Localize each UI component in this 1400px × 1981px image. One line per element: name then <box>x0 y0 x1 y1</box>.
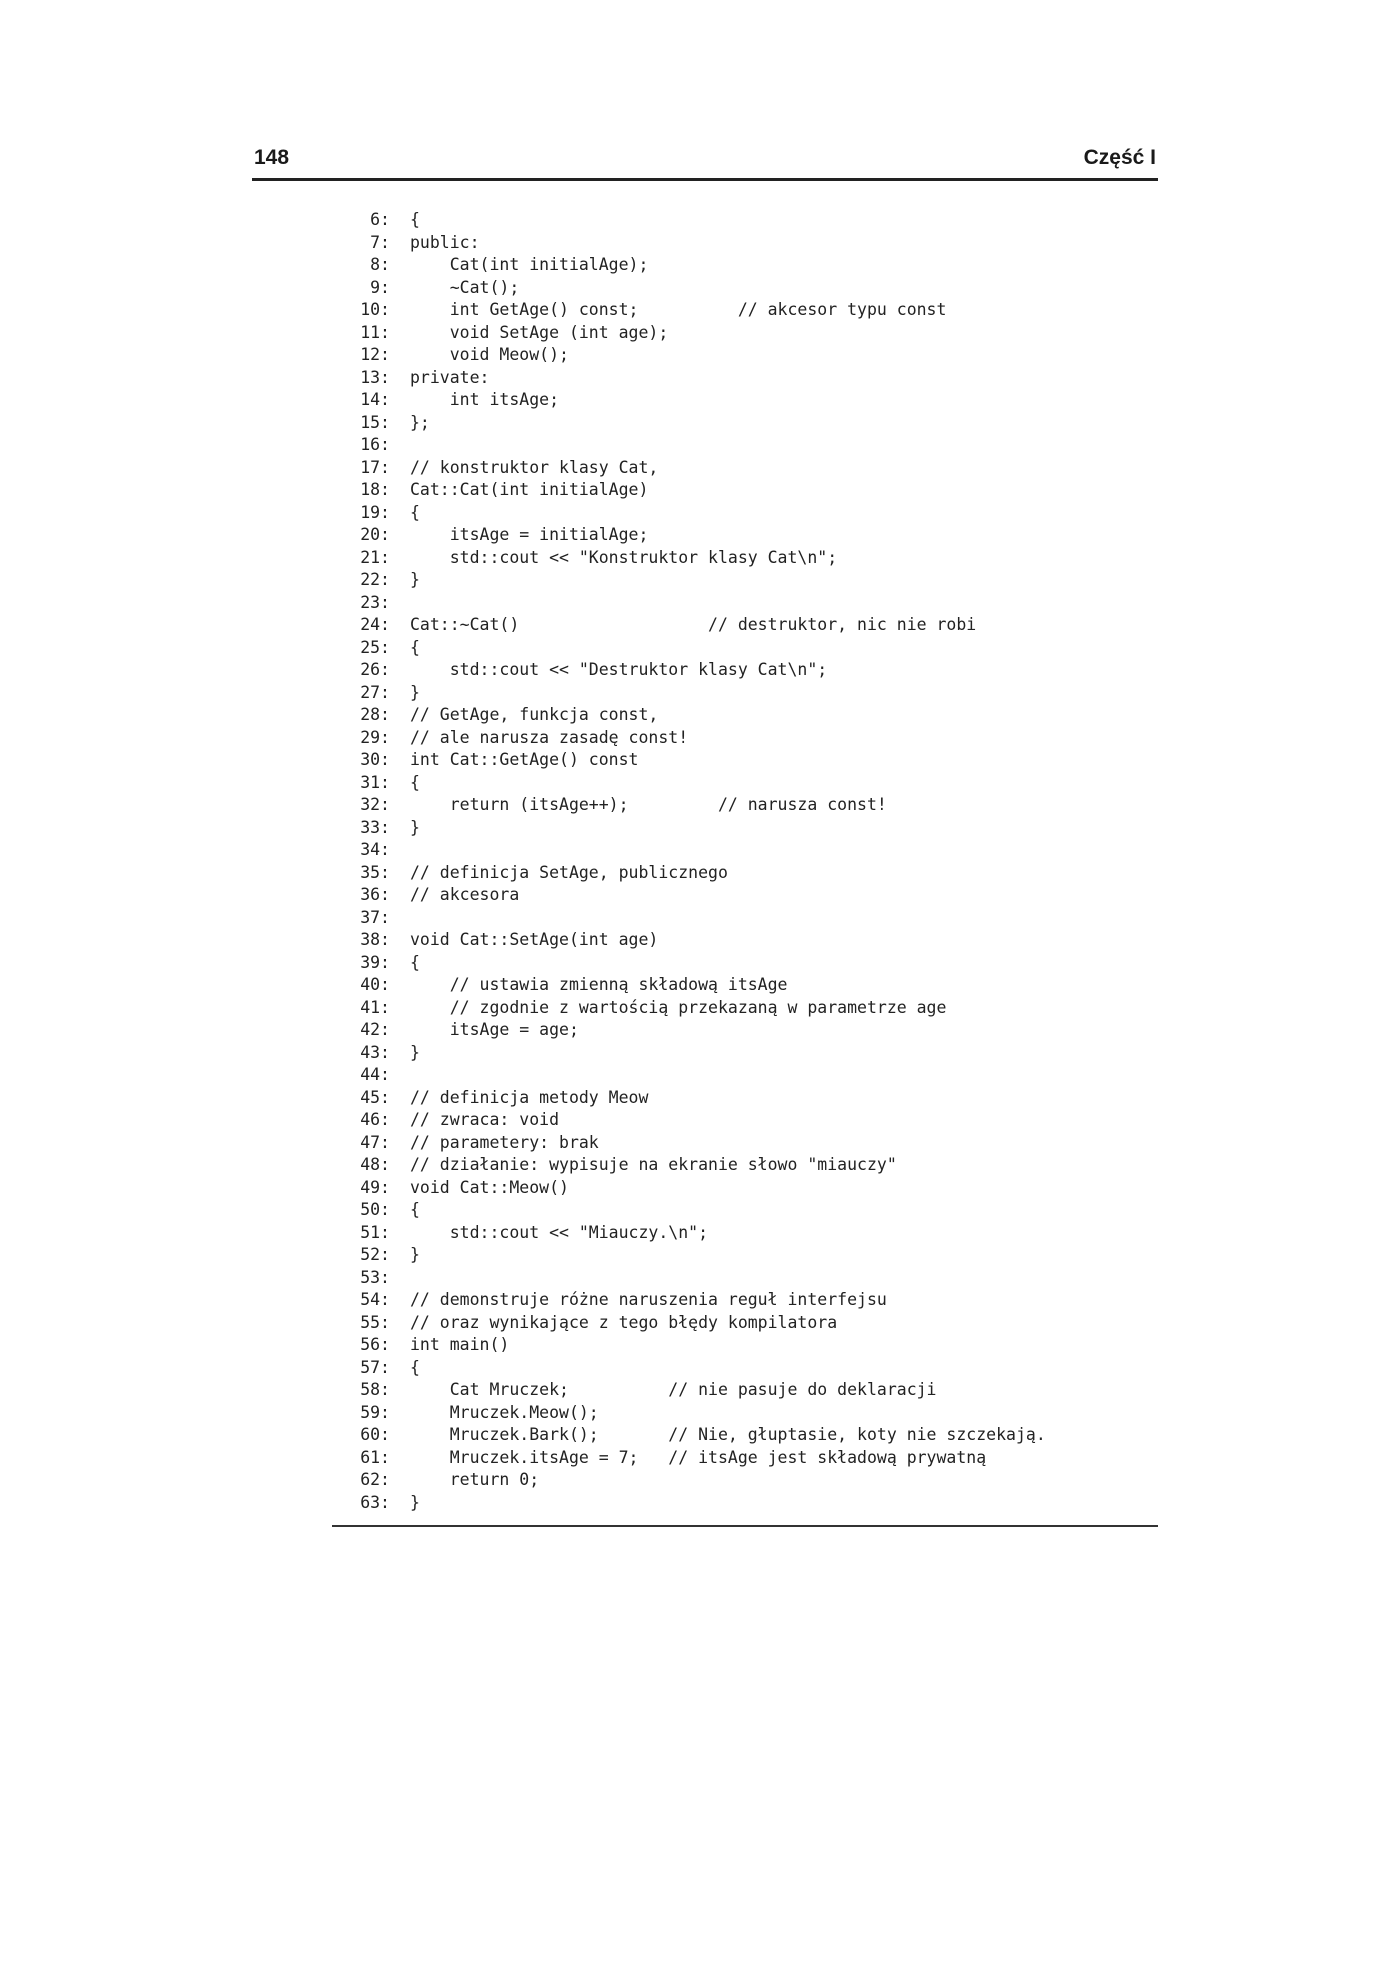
code-text: } <box>410 1245 420 1264</box>
line-number: 37: <box>360 907 390 927</box>
code-line <box>330 1492 1160 1515</box>
line-number: 63: <box>360 1492 390 1512</box>
line-number: 6: <box>370 210 390 229</box>
code-line <box>330 637 1160 660</box>
code-line <box>330 1222 1160 1245</box>
line-number: 33: <box>360 817 390 837</box>
code-text: int itsAge; <box>410 390 560 409</box>
line-number: 36: <box>360 885 390 904</box>
line-number: 45: <box>360 1087 390 1107</box>
line-number: 51: <box>360 1222 390 1242</box>
code-text: // zwraca: void <box>410 1110 560 1129</box>
code-line <box>330 794 1160 817</box>
line-number: 34: <box>360 840 390 859</box>
line-number: 38: <box>360 930 390 949</box>
code-text: int main() <box>410 1335 510 1354</box>
code-text: Cat::Cat(int initialAge) <box>410 480 649 499</box>
code-text: // GetAge, funkcja const, <box>410 705 659 724</box>
code-text: int GetAge() const; // akcesor typu const <box>410 300 947 319</box>
code-text <box>390 592 410 615</box>
line-number: 32: <box>360 795 390 814</box>
line-number: 16: <box>360 435 390 454</box>
line-number: 8: <box>370 255 390 274</box>
code-text: } <box>410 682 420 702</box>
code-text <box>390 434 410 457</box>
code-line <box>330 209 1160 232</box>
line-number: 18: <box>360 480 390 499</box>
code-line <box>330 862 1160 885</box>
code-text: itsAge = age; <box>410 1020 579 1039</box>
line-number: 56: <box>360 1335 390 1354</box>
code-line <box>330 727 1160 750</box>
code-line <box>330 1132 1160 1155</box>
code-text: Mruczek.itsAge = 7; // itsAge jest składową prywatną <box>410 1447 987 1467</box>
line-number: 20: <box>360 525 390 544</box>
code-line <box>330 929 1160 952</box>
code-line <box>330 277 1160 300</box>
line-number: 28: <box>360 705 390 724</box>
listing-bottom-rule <box>332 1525 1158 1527</box>
code-text: int Cat::GetAge() const <box>410 750 639 769</box>
line-number: 47: <box>360 1132 390 1152</box>
code-text: public: <box>410 232 480 252</box>
code-text: } <box>410 1492 420 1512</box>
line-number: 29: <box>360 727 390 747</box>
code-text: // definicja SetAge, publicznego <box>410 862 728 882</box>
line-number: 11: <box>360 322 390 342</box>
code-text: private: <box>410 367 490 387</box>
code-text: // akcesora <box>410 885 520 904</box>
line-number: 44: <box>360 1065 390 1084</box>
code-line <box>330 1042 1160 1065</box>
code-line <box>330 1402 1160 1425</box>
line-number: 24: <box>360 615 390 634</box>
code-line <box>330 367 1160 390</box>
code-line <box>330 884 1160 907</box>
code-line <box>330 974 1160 997</box>
code-line <box>330 1357 1160 1380</box>
code-line <box>330 547 1160 570</box>
code-line <box>330 457 1160 480</box>
line-number: 19: <box>360 502 390 522</box>
code-line <box>330 299 1160 322</box>
code-text <box>390 907 410 930</box>
code-line <box>330 1469 1160 1492</box>
code-line <box>330 322 1160 345</box>
code-line <box>330 1289 1160 1312</box>
code-line <box>330 344 1160 367</box>
line-number: 40: <box>360 975 390 994</box>
code-line <box>330 1424 1160 1447</box>
code-text: std::cout << "Konstruktor klasy Cat\n"; <box>410 547 838 567</box>
code-line <box>330 907 1160 930</box>
code-text: Mruczek.Meow(); <box>410 1402 599 1422</box>
code-text: std::cout << "Destruktor klasy Cat\n"; <box>410 660 828 679</box>
code-line <box>330 232 1160 255</box>
line-number: 26: <box>360 660 390 679</box>
code-text: std::cout << "Miauczy.\n"; <box>410 1222 709 1242</box>
line-number: 57: <box>360 1357 390 1377</box>
code-text: { <box>410 952 420 972</box>
line-number: 60: <box>360 1425 390 1444</box>
code-line <box>330 1312 1160 1335</box>
line-number: 30: <box>360 750 390 769</box>
code-text: Cat Mruczek; // nie pasuje do deklaracji <box>410 1380 937 1399</box>
code-line <box>330 592 1160 615</box>
code-line <box>330 614 1160 637</box>
line-number: 7: <box>370 232 390 252</box>
code-line <box>330 1109 1160 1132</box>
code-line <box>330 1064 1160 1087</box>
code-listing <box>330 209 1160 1514</box>
page-number: 148 <box>254 146 290 169</box>
code-line <box>330 1267 1160 1290</box>
line-number: 53: <box>360 1267 390 1287</box>
code-text: { <box>410 502 420 522</box>
line-number: 43: <box>360 1042 390 1062</box>
code-text: return 0; <box>410 1470 540 1489</box>
code-line <box>330 704 1160 727</box>
code-line <box>330 479 1160 502</box>
code-text: // oraz wynikające z tego błędy kompilatora <box>410 1312 838 1332</box>
code-text: // ustawia zmienną składową itsAge <box>410 975 788 994</box>
code-text: { <box>410 772 420 792</box>
code-line <box>330 434 1160 457</box>
line-number: 22: <box>360 570 390 589</box>
code-text: } <box>410 570 420 589</box>
code-line <box>330 389 1160 412</box>
line-number: 21: <box>360 547 390 567</box>
code-text: // zgodnie z wartością przekazaną w parametrze age <box>410 997 947 1017</box>
line-number: 25: <box>360 637 390 657</box>
code-line <box>330 1177 1160 1200</box>
code-text: { <box>410 1357 420 1377</box>
code-line <box>330 569 1160 592</box>
code-line <box>330 254 1160 277</box>
line-number: 46: <box>360 1110 390 1129</box>
code-text: { <box>410 210 420 229</box>
code-line <box>330 1334 1160 1357</box>
code-line <box>330 749 1160 772</box>
code-line <box>330 524 1160 547</box>
code-line <box>330 1379 1160 1402</box>
section-title: Część I <box>1083 146 1156 169</box>
code-line <box>330 1199 1160 1222</box>
code-text: // ale narusza zasadę const! <box>410 727 689 747</box>
line-number: 50: <box>360 1200 390 1219</box>
code-text: // konstruktor klasy Cat, <box>410 457 659 477</box>
code-line <box>330 659 1160 682</box>
code-text: { <box>410 1200 420 1219</box>
code-text <box>390 1267 410 1290</box>
code-line <box>330 502 1160 525</box>
line-number: 31: <box>360 772 390 792</box>
line-number: 17: <box>360 457 390 477</box>
line-number: 39: <box>360 952 390 972</box>
line-number: 42: <box>360 1020 390 1039</box>
line-number: 49: <box>360 1177 390 1197</box>
code-line <box>330 997 1160 1020</box>
code-line <box>330 1154 1160 1177</box>
line-number: 13: <box>360 367 390 387</box>
code-line <box>330 682 1160 705</box>
code-text: { <box>410 637 420 657</box>
code-text: void Cat::Meow() <box>410 1177 569 1197</box>
code-text: itsAge = initialAge; <box>410 525 649 544</box>
line-number: 55: <box>360 1312 390 1332</box>
code-text: void SetAge (int age); <box>410 322 669 342</box>
code-text: } <box>410 1042 420 1062</box>
line-number: 35: <box>360 862 390 882</box>
page-header <box>252 142 1158 181</box>
code-line <box>330 1244 1160 1267</box>
code-text: void Meow(); <box>410 345 569 364</box>
line-number: 62: <box>360 1470 390 1489</box>
code-text: Cat::~Cat() // destruktor, nic nie robi <box>410 615 977 634</box>
line-number: 41: <box>360 997 390 1017</box>
code-text <box>390 1064 410 1087</box>
line-number: 27: <box>360 682 390 702</box>
code-line <box>330 817 1160 840</box>
code-text <box>390 839 410 862</box>
line-number: 59: <box>360 1402 390 1422</box>
line-number: 23: <box>360 592 390 612</box>
code-text: void Cat::SetAge(int age) <box>410 930 659 949</box>
code-line <box>330 1447 1160 1470</box>
code-text: }; <box>410 412 430 432</box>
code-text: // działanie: wypisuje na ekranie słowo "miauczy" <box>410 1155 897 1174</box>
code-text: // definicja metody Meow <box>410 1087 649 1107</box>
line-number: 15: <box>360 412 390 432</box>
line-number: 54: <box>360 1290 390 1309</box>
code-text: // demonstruje różne naruszenia reguł interfejsu <box>410 1290 887 1309</box>
code-text: // parametery: brak <box>410 1132 599 1152</box>
line-number: 9: <box>370 277 390 297</box>
line-number: 10: <box>360 300 390 319</box>
line-number: 52: <box>360 1245 390 1264</box>
code-text: } <box>410 817 420 837</box>
code-line <box>330 952 1160 975</box>
line-number: 14: <box>360 390 390 409</box>
code-line <box>330 412 1160 435</box>
line-number: 48: <box>360 1155 390 1174</box>
code-text: Cat(int initialAge); <box>410 255 649 274</box>
line-number: 12: <box>360 345 390 364</box>
code-line <box>330 1019 1160 1042</box>
code-text: ~Cat(); <box>410 277 520 297</box>
code-line <box>330 839 1160 862</box>
code-text: return (itsAge++); // narusza const! <box>410 795 887 814</box>
code-line <box>330 772 1160 795</box>
code-line <box>330 1087 1160 1110</box>
line-number: 58: <box>360 1380 390 1399</box>
code-text: Mruczek.Bark(); // Nie, głuptasie, koty nie szczekają. <box>410 1425 1046 1444</box>
line-number: 61: <box>360 1447 390 1467</box>
